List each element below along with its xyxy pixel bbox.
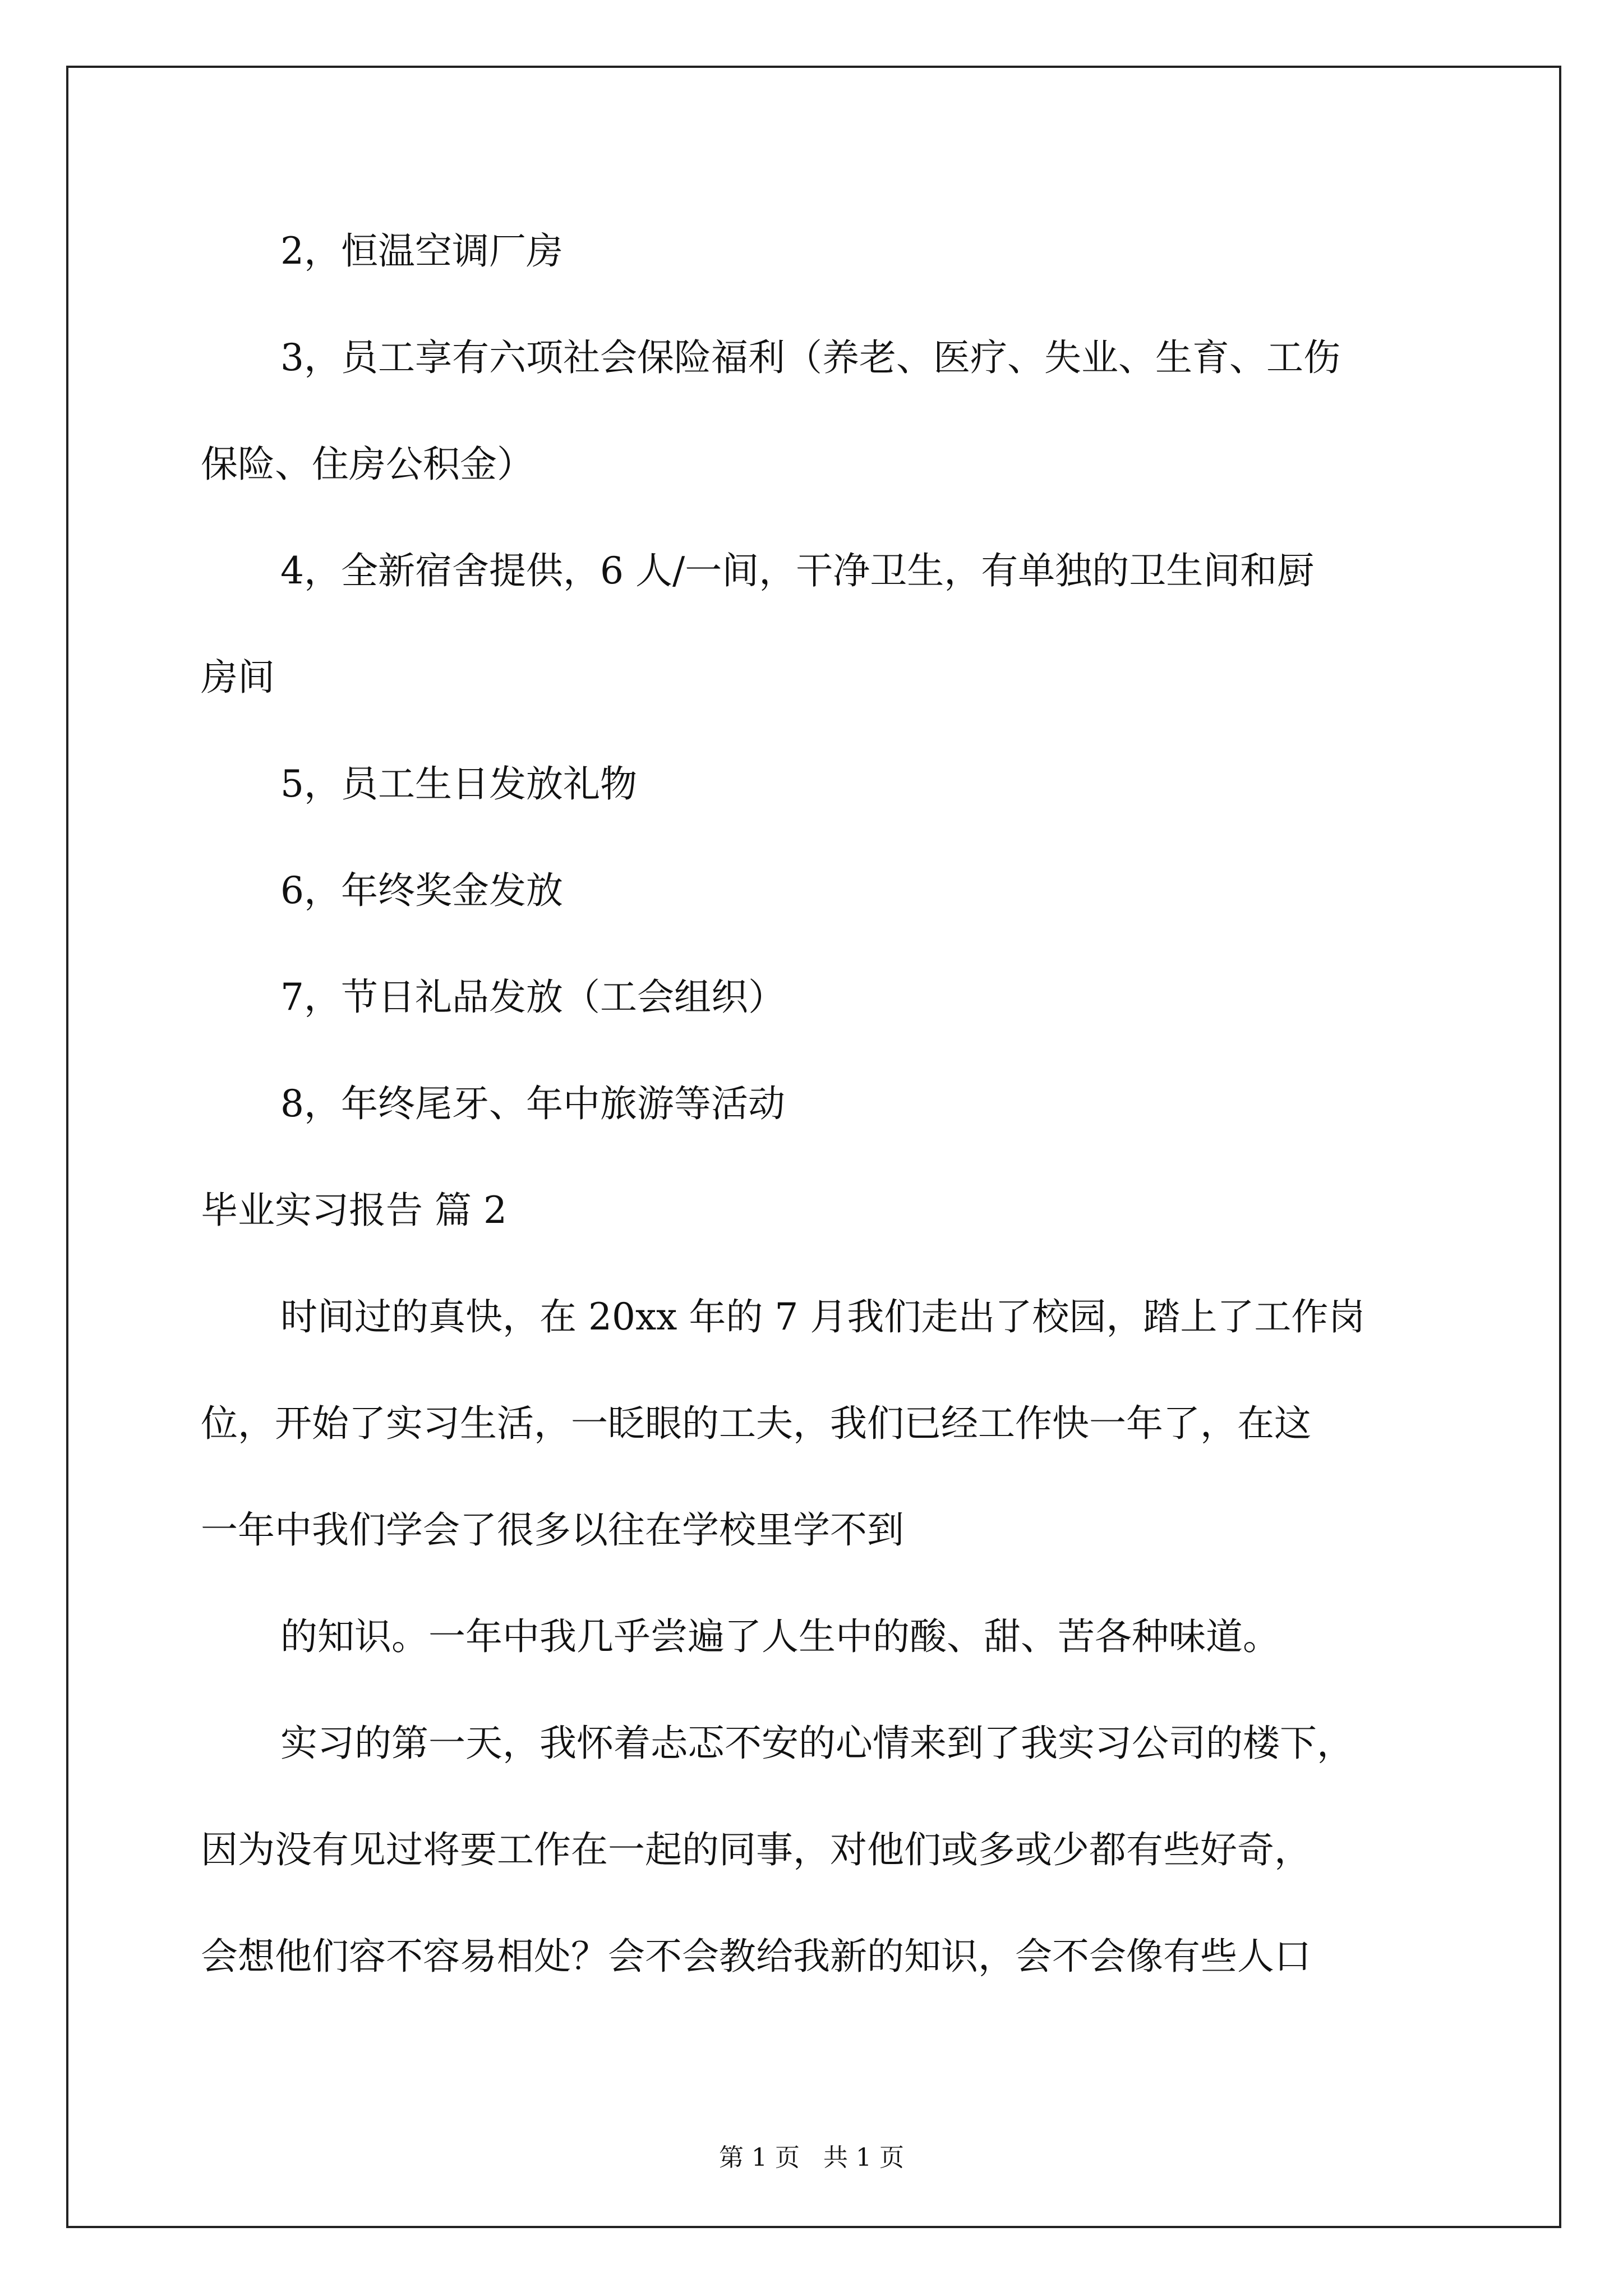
page-footer: 第 1 页 共 1 页 <box>719 2143 904 2172</box>
text-line: 8，年终尾牙、年中旅游等活动 <box>280 1082 785 1125</box>
text-line: 时间过的真快，在 20xx 年的 7 月我们走出了校园，踏上了工作岗 <box>280 1295 1366 1338</box>
text-line: 一年中我们学会了很多以往在学校里学不到 <box>201 1508 904 1552</box>
text-line: 7，节日礼品发放（工会组织） <box>280 976 785 1019</box>
text-line: 3，员工享有六项社会保险福利（养老、医疗、失业、生育、工伤 <box>280 336 1340 379</box>
text-line: 6，年终奖金发放 <box>280 869 563 912</box>
text-line: 2，恒温空调厂房 <box>280 229 563 273</box>
page-border <box>66 66 1561 2228</box>
text-line: 的知识。一年中我几乎尝遍了人生中的酸、甜、苦各种味道。 <box>280 1615 1280 1658</box>
text-line: 会想他们容不容易相处？会不会教给我新的知识，会不会像有些人口 <box>201 1935 1311 1978</box>
text-line: 5，员工生日发放礼物 <box>280 762 637 806</box>
section-heading: 毕业实习报告 篇 2 <box>201 1189 507 1232</box>
text-line: 4，全新宿舍提供，6 人/一间，干净卫生，有单独的卫生间和厨 <box>280 549 1315 592</box>
text-line: 房间 <box>201 656 275 699</box>
text-line: 实习的第一天，我怀着忐忑不安的心情来到了我实习公司的楼下， <box>280 1722 1354 1765</box>
text-line: 位，开始了实习生活，一眨眼的工夫，我们已经工作快一年了，在这 <box>201 1402 1311 1445</box>
text-line: 保险、住房公积金） <box>201 443 534 486</box>
text-line: 因为没有见过将要工作在一起的同事，对他们或多或少都有些好奇， <box>201 1828 1311 1871</box>
